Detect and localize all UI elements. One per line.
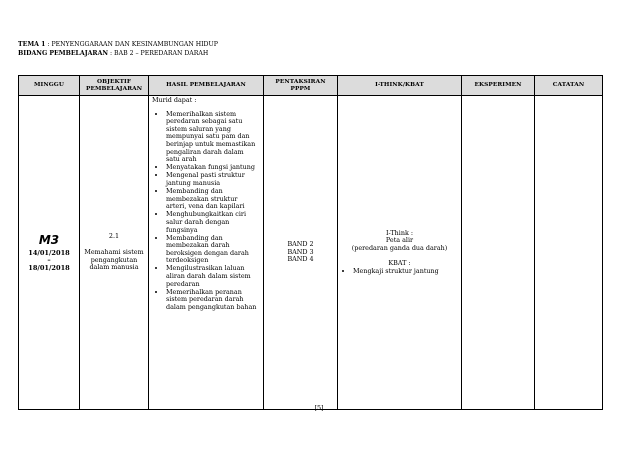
lesson-plan-table bbox=[18, 75, 603, 410]
hasil-intro: Murid dapat : bbox=[152, 96, 197, 104]
minggu-cell bbox=[19, 96, 80, 410]
col-header-ithink: I-THINK/KBAT bbox=[338, 76, 462, 96]
tema-value: : PENYENGGARAAN DAN KESINAMBUNGAN HIDUP bbox=[47, 41, 218, 48]
col-header-catatan: CATATAN bbox=[535, 76, 603, 96]
band-item: BAND 2 bbox=[287, 240, 314, 249]
bidang-line bbox=[18, 49, 218, 58]
bidang-label: BIDANG PEMBELAJARAN bbox=[18, 50, 109, 57]
week-end-date: 18/01/2018 bbox=[28, 263, 70, 272]
week-dash: – bbox=[47, 256, 51, 265]
ithink-detail: (peredaran ganda dua darah) bbox=[351, 243, 448, 252]
list-item: • Menyatakan fungsi jantung bbox=[166, 164, 260, 172]
tema-label: TEMA 1 bbox=[18, 41, 46, 48]
ithink-value: Peta alir bbox=[385, 236, 414, 245]
catatan-cell bbox=[535, 96, 603, 410]
band-item: BAND 4 bbox=[287, 255, 314, 264]
page-number: [5] bbox=[314, 404, 324, 412]
ithink-label: I-Think : bbox=[385, 228, 414, 237]
band-item: BAND 3 bbox=[287, 247, 314, 256]
objektif-number: 2.1 bbox=[108, 232, 120, 241]
eksperimen-cell bbox=[462, 96, 535, 410]
document-header bbox=[18, 40, 218, 58]
week-start-date: 14/01/2018 bbox=[28, 248, 70, 257]
tema-line bbox=[18, 40, 218, 49]
week-code: M3 bbox=[38, 232, 60, 247]
table-row bbox=[19, 96, 603, 410]
ithink-kbat-cell bbox=[338, 96, 462, 410]
hasil-list bbox=[152, 111, 260, 312]
list-item: • Membanding dan membezakan struktur arteri, vena dan kapilari bbox=[166, 188, 260, 211]
kbat-label: KBAT : bbox=[388, 259, 411, 268]
list-item: • Menghubungkaitkan ciri salur darah dengan fungsinya bbox=[166, 211, 260, 234]
list-item: • Mengilustrasikan laluan aliran darah dalam sistem peredaran bbox=[166, 265, 260, 288]
kbat-list bbox=[341, 268, 458, 276]
list-item: • Memerihalkan peranan sistem peredaran darah dalam pengangkutan bahan bbox=[166, 289, 260, 312]
list-item: • Mengenal pasti struktur jantung manusia bbox=[166, 172, 260, 187]
hasil-cell bbox=[149, 96, 264, 410]
col-header-objektif: OBJEKTIF PEMBELAJARAN bbox=[80, 76, 149, 96]
col-header-pentaksiran: PENTAKSIRAN PPPM bbox=[264, 76, 338, 96]
pentaksiran-cell bbox=[264, 96, 338, 410]
objektif-text: Memahami sistem pengangkutan dalam manusia bbox=[84, 247, 144, 272]
objektif-cell bbox=[80, 96, 149, 410]
table-header-row bbox=[19, 76, 603, 96]
list-item: • Membanding dan membezakan darah beroksigen dengan darah terdeoksigen bbox=[166, 235, 260, 265]
list-item: • Memerihalkan sistem peredaran sebagai satu sistem saluran yang mempunyai satu pam dan berinjap untuk memastikan pengaliran darah dalam satu arah bbox=[166, 111, 260, 164]
col-header-minggu: MINGGU bbox=[19, 76, 80, 96]
list-item: • Mengkaji struktur jantung bbox=[353, 268, 458, 276]
bidang-value: : BAB 2 – PEREDARAN DARAH bbox=[110, 50, 209, 57]
col-header-eksperimen: EKSPERIMEN bbox=[462, 76, 535, 96]
col-header-hasil: HASIL PEMBELAJARAN bbox=[149, 76, 264, 96]
